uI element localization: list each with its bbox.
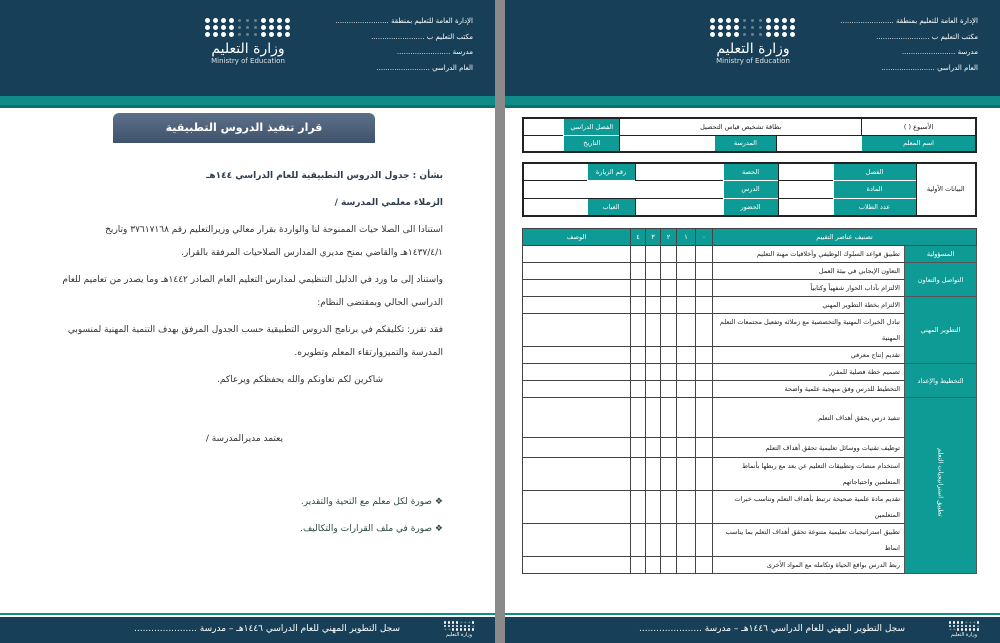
paragraph: واستناد إلى ما ورد في الدليل التنظيمي لمدارس التعليم العام الصادر ١٤٤٢هـ وما يصدر من تعاميم للعام الدراسي الحالي وبمقتضى النظام: [62, 275, 443, 308]
description-cell[interactable] [523, 438, 631, 458]
score-cell[interactable] [677, 491, 696, 524]
score-cell[interactable] [646, 246, 661, 263]
description-cell[interactable] [523, 524, 631, 557]
eval-row [523, 297, 977, 314]
score-cell[interactable] [661, 381, 677, 398]
eval-item: التخطيط للدرس وفق منهجية علمية واضحة [713, 381, 905, 398]
score-cell[interactable] [661, 438, 677, 458]
absent-input[interactable] [523, 198, 587, 216]
description-cell[interactable] [523, 263, 631, 280]
eval-row [523, 263, 977, 280]
logo-dots-icon [198, 18, 298, 37]
score-cell[interactable] [661, 297, 677, 314]
score-cell[interactable] [661, 398, 677, 438]
class-label: الفصل [833, 163, 916, 181]
score-cell[interactable] [696, 297, 713, 314]
score-cell[interactable] [696, 557, 713, 574]
description-cell[interactable] [523, 280, 631, 297]
ministry-logo [703, 18, 803, 65]
header-fields [840, 14, 978, 76]
score-cell[interactable] [677, 557, 696, 574]
score-cell[interactable] [677, 347, 696, 364]
eval-item: تقديم مادة علمية صحيحة ترتبط بأهداف التعلم وتناسب خبرات المتعلمين [713, 491, 905, 524]
absent-label: الغياب [587, 198, 635, 216]
eval-category [905, 263, 977, 297]
eval-category [905, 398, 977, 574]
description-cell[interactable] [523, 246, 631, 263]
description-cell[interactable] [523, 557, 631, 574]
copy-item: ❖ صورة في ملف القرارات والتكاليف. [300, 524, 443, 534]
score-cell[interactable] [631, 458, 646, 491]
description-cell[interactable] [523, 297, 631, 314]
eval-item: تصميم خطة فصلية للمقرر [713, 364, 905, 381]
score-header: ١ [677, 229, 696, 246]
eval-category-label: التخطيط والإعداد [917, 376, 964, 385]
eval-row [523, 398, 977, 438]
lesson-label: الدرس [723, 181, 778, 199]
score-cell[interactable] [677, 263, 696, 280]
score-header: ٤ [631, 229, 646, 246]
eval-item: تنفيذ درس يحقق أهداف التعلم [713, 398, 905, 438]
score-cell[interactable] [677, 438, 696, 458]
eval-category-label: تطبيق استراتيجيات التعلم [936, 448, 945, 517]
visit-number-input[interactable] [523, 163, 587, 181]
header-field: مكتب التعليم ب ..... [335, 30, 473, 46]
page-header [505, 0, 1000, 96]
score-header: ٠ [696, 229, 713, 246]
description-cell[interactable] [523, 398, 631, 438]
score-header: ٣ [646, 229, 661, 246]
score-cell[interactable] [646, 438, 661, 458]
class-input[interactable] [778, 163, 833, 181]
logo-arabic: وزارة التعليم [211, 41, 285, 57]
description-cell[interactable] [523, 491, 631, 524]
score-cell[interactable] [696, 438, 713, 458]
score-cell[interactable] [696, 524, 713, 557]
footer-logo-text: وزارة التعليم [445, 631, 473, 638]
present-label: الحضور [723, 198, 778, 216]
teal-band [505, 96, 1000, 108]
students-label: عدد الطلاب [833, 198, 916, 216]
score-cell[interactable] [631, 314, 646, 347]
score-cell[interactable] [696, 491, 713, 524]
logo-dots-icon [439, 621, 479, 631]
copy-text: صورة لكل معلم مع التحية والتقدير. [300, 497, 433, 507]
logo-dots-icon [703, 18, 803, 37]
eval-item: تطبيق قواعد السلوك الوظيفي وأخلاقيات مهنة التعليم [713, 246, 905, 263]
description-cell[interactable] [523, 347, 631, 364]
score-cell[interactable] [696, 263, 713, 280]
header-field: مدرسة ..... [335, 45, 473, 61]
score-cell[interactable] [677, 364, 696, 381]
footer-logo [944, 621, 984, 639]
score-cell[interactable] [631, 557, 646, 574]
score-cell[interactable] [661, 263, 677, 280]
present-input[interactable] [635, 198, 723, 216]
logo-english: Ministry of Education [211, 57, 285, 65]
page-header [0, 0, 495, 96]
description-cell[interactable] [523, 314, 631, 347]
decision-title: قرار تنفيذ الدروس التطبيقية [113, 113, 375, 143]
eval-item: الالتزام بخطة التطوير المهني [713, 297, 905, 314]
description-cell[interactable] [523, 458, 631, 491]
page-footer [0, 617, 495, 643]
score-cell[interactable] [696, 347, 713, 364]
card-info-table [522, 117, 977, 153]
score-cell[interactable] [661, 364, 677, 381]
score-cell[interactable] [677, 398, 696, 438]
score-header: ٢ [661, 229, 677, 246]
score-cell[interactable] [696, 280, 713, 297]
score-cell[interactable] [661, 280, 677, 297]
score-cell[interactable] [677, 381, 696, 398]
score-cell[interactable] [631, 438, 646, 458]
score-cell[interactable] [677, 524, 696, 557]
score-cell[interactable] [631, 381, 646, 398]
header-field: الإدارة العامة للتعليم بمنطقة ..... [840, 14, 978, 30]
week-field[interactable]: الأسبوع ( ) [862, 118, 976, 135]
date-label: التاريخ [564, 135, 620, 152]
teacher-label: اسم المعلم [862, 135, 976, 152]
date-input[interactable] [523, 135, 564, 152]
evaluation-table [522, 228, 977, 574]
score-cell[interactable] [696, 458, 713, 491]
score-cell[interactable] [646, 297, 661, 314]
score-cell[interactable] [631, 398, 646, 438]
score-cell[interactable] [646, 314, 661, 347]
eval-item: استخدام منصات وتطبيقات التعليم عن بعد مع ربطها بأنماط المتعلمين واحتياجاتهم [713, 458, 905, 491]
students-input[interactable] [778, 198, 833, 216]
copy-item: ❖ صورة لكل معلم مع التحية والتقدير. [300, 497, 443, 507]
basic-data-label: البيانات الأولية [916, 163, 976, 216]
description-header: الوصف [523, 229, 631, 246]
score-cell[interactable] [696, 381, 713, 398]
score-cell[interactable] [631, 364, 646, 381]
score-cell[interactable] [661, 524, 677, 557]
eval-item: الالتزام بآداب الحوار شفهياً وكتابياً [713, 280, 905, 297]
description-cell[interactable] [523, 364, 631, 381]
score-cell[interactable] [661, 246, 677, 263]
score-cell[interactable] [646, 458, 661, 491]
score-cell[interactable] [677, 458, 696, 491]
card-title: بطاقة تشخيص قياس التحصيل [620, 118, 862, 135]
header-field: العام الدراسي ..... [840, 61, 978, 77]
approval-line: يعتمد مديرالمدرسة / [205, 434, 283, 444]
score-cell[interactable] [661, 347, 677, 364]
footer-text: سجل التطوير المهني للعام الدراسي ١٤٤٦هـ – مدرسة ..... [639, 624, 905, 634]
eval-row [523, 246, 977, 263]
eval-item: تبادل الخبرات المهنية والتخصصية مع زملائه وتفعيل مجتمعات التعلم المهنية [713, 314, 905, 347]
eval-category [905, 297, 977, 364]
paragraph: فقد تقرر: تكليفكم في برنامج الدروس التطبيقية حسب الجدول المرفق بهدف التنمية المهنية لمنسوبي المدرسة والتميزوارتقاء المعلم وتطويره. [67, 325, 443, 358]
eval-item: تقديم إنتاج معرفي [713, 347, 905, 364]
salutation: الزملاء معلمي المدرسة / [334, 198, 443, 208]
eval-item: التعاون الإيجابي في بيئة العمل [713, 263, 905, 280]
header-fields [335, 14, 473, 76]
visit-number-label: رقم الزيارة [587, 163, 635, 181]
eval-category-label: التطوير المهني [920, 326, 961, 334]
eval-category [905, 364, 977, 398]
teacher-input[interactable] [777, 135, 862, 152]
eval-row [523, 364, 977, 381]
footer-logo-text: وزارة التعليم [950, 631, 978, 638]
score-cell[interactable] [631, 263, 646, 280]
score-cell[interactable] [661, 458, 677, 491]
score-cell[interactable] [646, 347, 661, 364]
footer-logo [439, 621, 479, 639]
eval-item: توظيف تقنيات ووسائل تعليمية تحقق أهداف التعلم [713, 438, 905, 458]
logo-arabic: وزارة التعليم [716, 41, 790, 57]
score-cell[interactable] [646, 364, 661, 381]
score-cell[interactable] [696, 246, 713, 263]
copy-text: صورة في ملف القرارات والتكاليف. [300, 524, 433, 534]
left-page [0, 0, 495, 643]
score-cell[interactable] [677, 280, 696, 297]
header-field: الإدارة العامة للتعليم بمنطقة ..... [335, 14, 473, 30]
subject-label: المادة [833, 181, 916, 199]
eval-category-label: المسؤولية [926, 250, 955, 258]
score-cell[interactable] [646, 524, 661, 557]
semester-input[interactable] [523, 118, 564, 135]
header-field: مدرسة ..... [840, 45, 978, 61]
eval-item: ربط الدرس بواقع الحياة وتكامله مع المواد الأخرى [713, 557, 905, 574]
score-cell[interactable] [677, 246, 696, 263]
footer-text: سجل التطوير المهني للعام الدراسي ١٤٤٦هـ – مدرسة ..... [134, 624, 400, 634]
score-cell[interactable] [646, 491, 661, 524]
score-cell[interactable] [631, 297, 646, 314]
eval-category-label: التواصل والتعاون [917, 275, 964, 284]
school-input[interactable] [620, 135, 714, 152]
score-cell[interactable] [661, 491, 677, 524]
score-cell[interactable] [677, 314, 696, 347]
score-cell[interactable] [696, 364, 713, 381]
logo-english: Ministry of Education [716, 57, 790, 65]
score-cell[interactable] [661, 557, 677, 574]
eval-item: تطبيق استراتيجيات تعليمية متنوعة تحقق أهداف التعلم بما يناسب انماط [713, 524, 905, 557]
score-cell[interactable] [631, 246, 646, 263]
header-field: مكتب التعليم ب ..... [840, 30, 978, 46]
eval-header: تصنيف عناصر التقييم [713, 229, 977, 246]
score-cell[interactable] [696, 314, 713, 347]
period-label: الحصة [723, 163, 778, 181]
score-cell[interactable] [631, 524, 646, 557]
subject-input[interactable] [778, 181, 833, 199]
ministry-logo [198, 18, 298, 65]
score-cell[interactable] [696, 398, 713, 438]
page-footer [505, 617, 1000, 643]
score-cell[interactable] [631, 491, 646, 524]
score-cell[interactable] [646, 280, 661, 297]
school-label: المدرسة [714, 135, 777, 152]
subject-line: بشأن : جدول الدروس التطبيقية للعام الدراسي ١٤٤هـ [206, 171, 443, 181]
score-cell[interactable] [646, 557, 661, 574]
score-cell[interactable] [677, 297, 696, 314]
score-cell[interactable] [646, 381, 661, 398]
description-cell[interactable] [523, 381, 631, 398]
teal-band [0, 96, 495, 108]
period-input[interactable] [635, 163, 723, 181]
eval-category [905, 246, 977, 263]
score-cell[interactable] [661, 314, 677, 347]
semester-label: الفصل الدراسي [564, 118, 620, 135]
score-cell[interactable] [631, 347, 646, 364]
logo-dots-icon [944, 621, 984, 631]
thanks-line: شاكرين لكم تعاونكم والله يحفظكم ويرعاكم. [217, 375, 383, 385]
score-cell[interactable] [631, 280, 646, 297]
lesson-input[interactable] [523, 181, 723, 199]
decision-body [62, 165, 443, 545]
paragraph: استنادا الى الصلا حيات الممنوحة لنا والواردة بقرار معالي وزيرالتعليم رقم ٣٧٦١٧١٦٨ وتاريخ ١٤٣٧/٤/١هـ والقاضي بمنح مديري المدارس الصلاحيات المرفقة بالقرار. [105, 225, 443, 258]
score-cell[interactable] [646, 398, 661, 438]
score-cell[interactable] [646, 263, 661, 280]
header-field: العام الدراسي ..... [335, 61, 473, 77]
basic-data-table [522, 162, 977, 217]
